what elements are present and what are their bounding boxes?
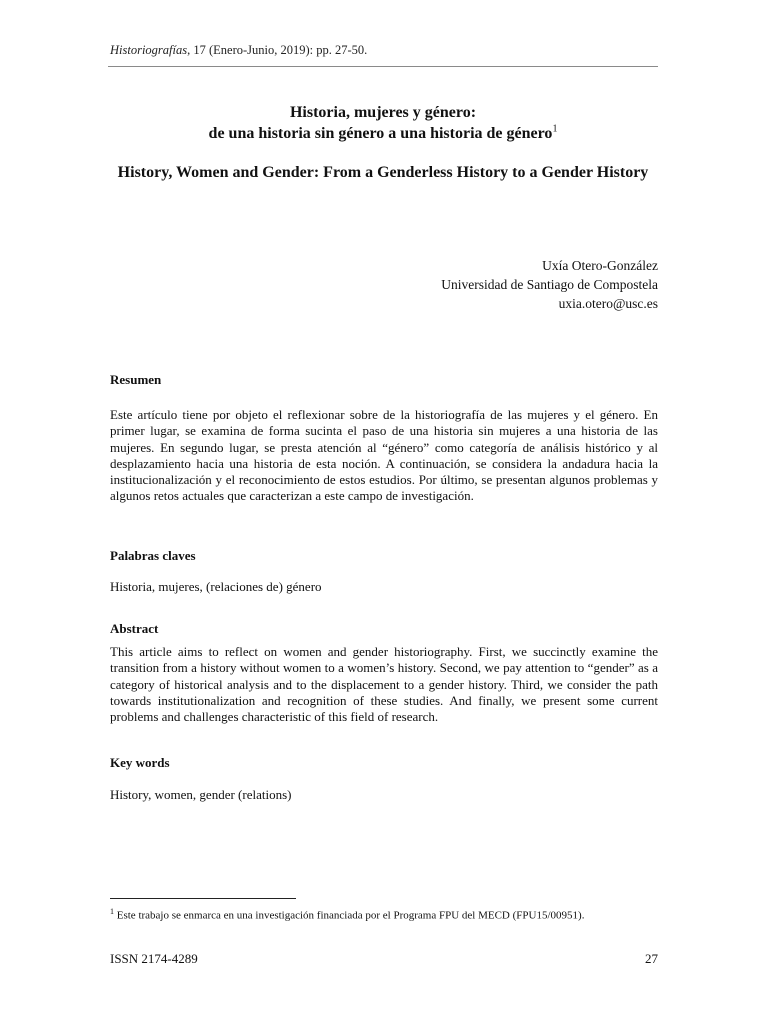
title-spanish-line2: de una historia sin género a una historia de género [208,125,553,142]
title-spanish-line1: Historia, mujeres y género: [289,104,477,121]
title-english: History, Women and Gender: From a Genderless History to a Gender History [117,164,649,181]
running-head [110,43,367,58]
footnote-rule [110,898,296,899]
title-spanish [108,102,658,144]
citation: , 17 (Enero-Junio, 2019): pp. 27-50. [187,43,368,57]
resumen-heading: Resumen [110,372,162,387]
palabras-claves-text: Historia, mujeres, (relaciones de) género [110,579,322,594]
footnote-number: 1 [110,907,114,916]
footnote-reference[interactable]: 1 [552,123,558,135]
abstract-heading: Abstract [110,621,159,636]
abstract-text: This article aims to reflect on women and gender historiography. First, we succinctly examine the transition from a history without women to a women’s history. Second, we pay attention to “gender” as a category of historical analysis and to the displacement to a gender history. Third, we consider the path towards institutionalization and recognition of these studies. And finally, we present some current problems and challenges characteristic of this field of research. [110,644,658,725]
footnote [110,907,584,922]
author-block [441,256,658,313]
palabras-claves-heading: Palabras claves [110,548,196,563]
author-email[interactable]: uxia.otero@usc.es [558,296,658,311]
author-affiliation: Universidad de Santiago de Compostela [441,277,658,292]
key-words-heading: Key words [110,755,170,770]
header-rule [108,66,658,67]
resumen-text: Este artículo tiene por objeto el reflexionar sobre de la historiografía de las mujeres y el género. En primer lugar, se examina de forma sucinta el paso de una historia sin mujeres a una historia de las mujeres. En segundo lugar, se presta atención al “género” como categoría de análisis histórico y al desplazamiento hacia una historia de esta noción. A continuación, se considera la andadura hacia la institucionalización y el reconocimiento de estos estudios. Por último, se presentan algunos problemas y algunos retos actuales que caracterizan a este campo de investigación. [110,407,658,504]
title-spanish-line2-wrap [108,123,658,144]
author-name: Uxía Otero-González [542,258,658,273]
page-number: 27 [645,951,658,966]
key-words-text: History, women, gender (relations) [110,787,292,802]
footnote-text: Este trabajo se enmarca en una investigación financiada por el Programa FPU del MECD (FPU15/00951). [114,909,585,922]
issn: ISSN 2174-4289 [110,951,198,966]
journal-name: Historiografías [110,43,188,57]
